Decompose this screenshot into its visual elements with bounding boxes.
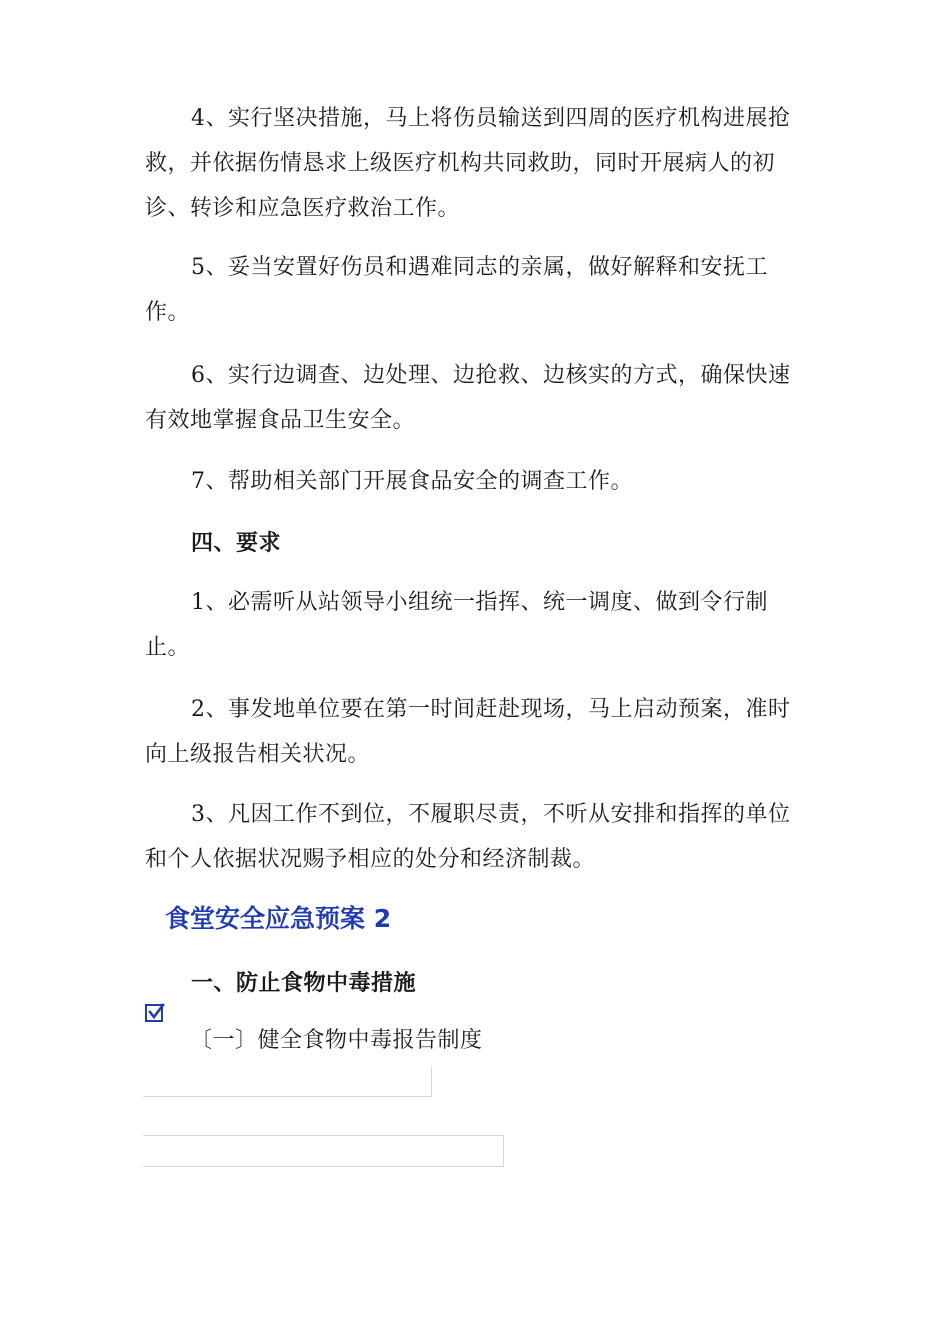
- checkbox-checked-icon[interactable]: [145, 1004, 163, 1022]
- section-heading-requirements: 四、要求: [191, 531, 282, 556]
- paragraph-item-6: 6、实行边调查、边处理、边抢救、边核实的方式，确保快速有效地掌握食品卫生安全。: [145, 363, 791, 433]
- paragraph-item-5: 5、妥当安置好伤员和遇难同志的亲属，做好解释和安抚工作。: [145, 255, 768, 325]
- checkmark-icon: [147, 1003, 167, 1023]
- paragraph-item-4: 4、实行坚决措施，马上将伤员输送到四周的医疗机构进展抢救，并依据伤情恳求上级医疗机构共同救助，同时开展病人的初诊、转诊和应急医疗救治工作。: [145, 106, 791, 221]
- requirement-item-3: 3、凡因工作不到位，不履职尽责，不听从安排和指挥的单位和个人依据状况赐予相应的处分和经济制裁。: [145, 802, 791, 872]
- blank-input-field-2[interactable]: [143, 1135, 504, 1167]
- section-heading-prevention: 一、防止食物中毒措施: [191, 971, 417, 996]
- sub-item-report-system: 〔一〕健全食物中毒报告制度: [190, 1028, 483, 1053]
- requirement-item-1: 1、必需听从站领导小组统一指挥、统一调度、做到令行制止。: [145, 590, 768, 660]
- requirement-item-2: 2、事发地单位要在第一时间赶赴现场，马上启动预案，准时向上级报告相关状况。: [145, 697, 791, 767]
- paragraph-item-7: 7、帮助相关部门开展食品安全的调查工作。: [191, 469, 633, 494]
- plan-2-title: 食堂安全应急预案 2: [165, 904, 392, 933]
- blank-input-field-1[interactable]: [143, 1067, 432, 1097]
